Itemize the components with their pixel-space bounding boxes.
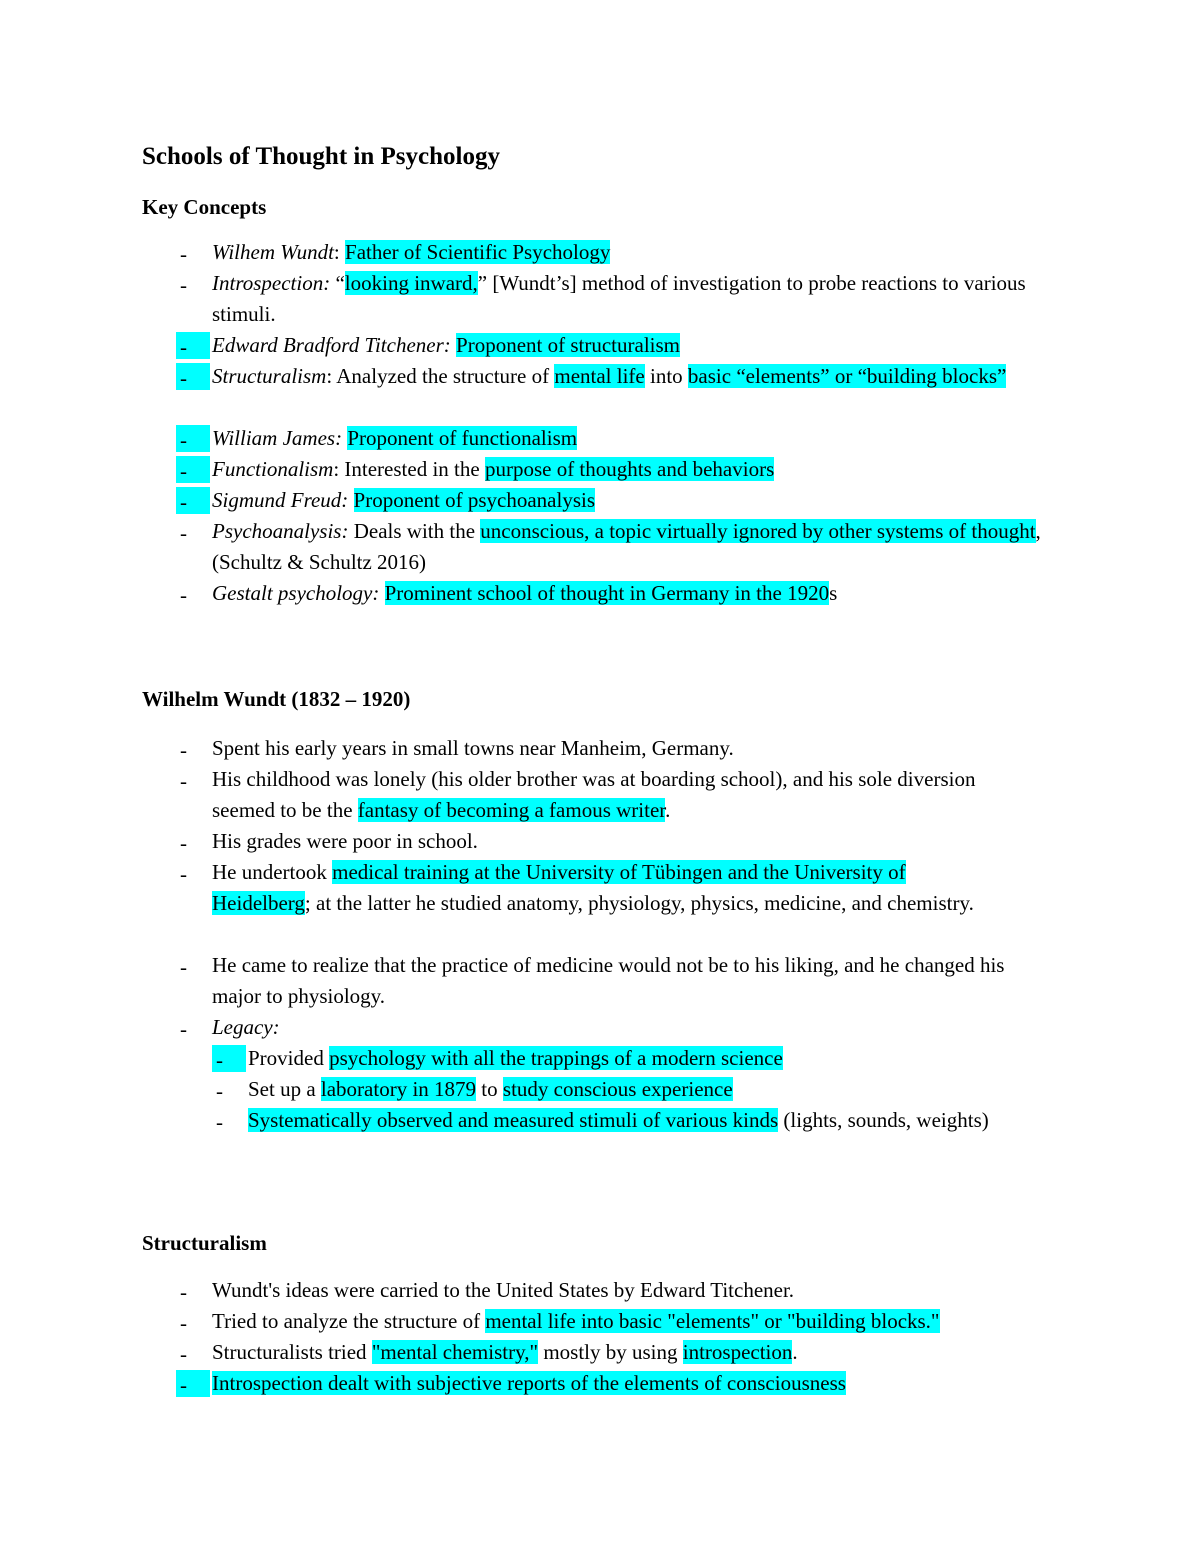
highlight: fantasy of becoming a famous writer — [357, 798, 666, 822]
list-dash: - — [212, 1045, 246, 1072]
list-item: - His childhood was lonely (his older brother was at boarding school), and his sole diversion seemed to be the fantasy of becoming a famous writer. — [176, 764, 1006, 826]
concept-term: William James: — [212, 426, 343, 450]
key-concepts-heading: Key Concepts — [142, 195, 267, 219]
structuralism-heading: Structuralism — [142, 1231, 267, 1255]
concept-term: Introspection: — [212, 271, 331, 295]
list-item: - Structuralism: Analyzed the structure of mental life into basic “elements” or “building blocks” — [176, 361, 1076, 423]
highlight: Proponent of structuralism — [456, 333, 680, 357]
list-item: - Wilhem Wundt: Father of Scientific Psychology — [176, 237, 1076, 268]
list-dash: - — [180, 273, 187, 297]
list-item: - Functionalism: Interested in the purpose of thoughts and behaviors — [176, 454, 1076, 485]
highlight: purpose of thoughts and behaviors — [484, 457, 775, 481]
list-item: - Systematically observed and measured stimuli of various kinds (lights, sounds, weights) — [212, 1105, 1012, 1167]
concept-term: Sigmund Freud: — [212, 488, 349, 512]
list-item: - Provided psychology with all the trappings of a modern science — [212, 1043, 1012, 1074]
highlight: mental life into basic "elements" or "building blocks." — [485, 1309, 940, 1333]
highlight: mental life — [554, 364, 645, 388]
concept-term: Psychoanalysis: — [212, 519, 349, 543]
list-dash: - — [180, 1342, 187, 1366]
structuralism-list — [176, 1275, 1076, 1399]
list-dash: - — [180, 583, 187, 607]
list-item: - Psychoanalysis: Deals with the unconscious, a topic virtually ignored by other systems of thought, (Schultz & Schultz 2016) — [176, 516, 1076, 578]
list-dash: - — [216, 1079, 223, 1103]
concept-term: Functionalism — [212, 457, 334, 481]
list-item — [176, 1368, 1076, 1399]
list-dash: - — [176, 456, 210, 483]
list-dash: - — [216, 1110, 223, 1134]
list-dash: - — [180, 955, 187, 979]
concept-term: Edward Bradford Titchener: — [212, 333, 451, 357]
list-dash: - — [176, 487, 210, 514]
list-item: - Introspection: “looking inward,” [Wundt’s] method of investigation to probe reactions to various stimuli. — [176, 268, 1076, 330]
list-item: - Spent his early years in small towns near Manheim, Germany. — [176, 733, 1006, 764]
list-item: - His grades were poor in school. — [176, 826, 1006, 857]
highlight: Systematically observed and measured stimuli of various kinds — [248, 1108, 779, 1132]
concept-term: Gestalt psychology: — [212, 581, 380, 605]
list-dash: - — [180, 521, 187, 545]
list-item: - Gestalt psychology: Prominent school of thought in Germany in the 1920s — [176, 578, 1076, 609]
wundt-heading: Wilhelm Wundt (1832 – 1920) — [142, 687, 411, 711]
list-item: - He came to realize that the practice of medicine would not be to his liking, and he changed his major to physiology. — [176, 950, 1006, 1012]
highlight: medical training at the University of Tübingen and the University of Heidelberg — [212, 860, 906, 915]
highlight: Introspection dealt with subjective reports of the elements of consciousness — [212, 1371, 846, 1395]
highlight: "mental chemistry," — [371, 1340, 539, 1364]
list-item — [176, 330, 1076, 361]
list-dash: - — [176, 363, 210, 390]
legacy-label: Legacy: — [212, 1015, 280, 1039]
list-dash: - — [180, 831, 187, 855]
highlight: Proponent of functionalism — [347, 426, 578, 450]
highlight: unconscious, a topic virtually ignored by other systems of thought — [480, 519, 1036, 543]
list-dash: - — [180, 1017, 187, 1041]
highlight: basic “elements” or “building blocks” — [687, 364, 1007, 388]
list-dash: - — [176, 1370, 210, 1397]
list-item: - He undertook medical training at the University of Tübingen and the University of Heidelberg; at the latter he studied anatomy, physiology, physics, medicine, and chemistry. — [176, 857, 1006, 950]
highlight: laboratory in 1879 — [320, 1077, 477, 1101]
highlight: Father of Scientific Psychology — [345, 240, 611, 264]
list-item — [176, 485, 1076, 516]
list-item — [176, 423, 1076, 454]
list-item: - Tried to analyze the structure of mental life into basic "elements" or "building blocks." — [176, 1306, 1076, 1337]
document-title: Schools of Thought in Psychology — [142, 143, 500, 170]
list-item: - Structuralists tried "mental chemistry," mostly by using introspection. — [176, 1337, 1076, 1368]
highlight: psychology with all the trappings of a modern science — [329, 1046, 783, 1070]
highlight: Proponent of psychoanalysis — [353, 488, 596, 512]
list-dash: - — [180, 1311, 187, 1335]
list-dash: - — [180, 769, 187, 793]
list-dash: - — [180, 738, 187, 762]
wundt-list — [176, 733, 1006, 1043]
list-item — [176, 1012, 1006, 1043]
concept-term: Structuralism — [212, 364, 327, 388]
list-dash: - — [180, 1280, 187, 1304]
list-dash: - — [180, 862, 187, 886]
list-dash: - — [176, 332, 210, 359]
list-dash: - — [180, 242, 187, 266]
list-item: - Wundt's ideas were carried to the United States by Edward Titchener. — [176, 1275, 1076, 1306]
list-dash: - — [176, 425, 210, 452]
highlight: study conscious experience — [502, 1077, 733, 1101]
key-concepts-list — [176, 237, 1076, 609]
highlight: looking inward, — [344, 271, 478, 295]
highlight: introspection — [682, 1340, 793, 1364]
list-item: - Set up a laboratory in 1879 to study conscious experience — [212, 1074, 1012, 1105]
highlight: Prominent school of thought in Germany in the 1920 — [384, 581, 830, 605]
legacy-list — [212, 1043, 1012, 1167]
concept-term: Wilhem Wundt — [212, 240, 334, 264]
